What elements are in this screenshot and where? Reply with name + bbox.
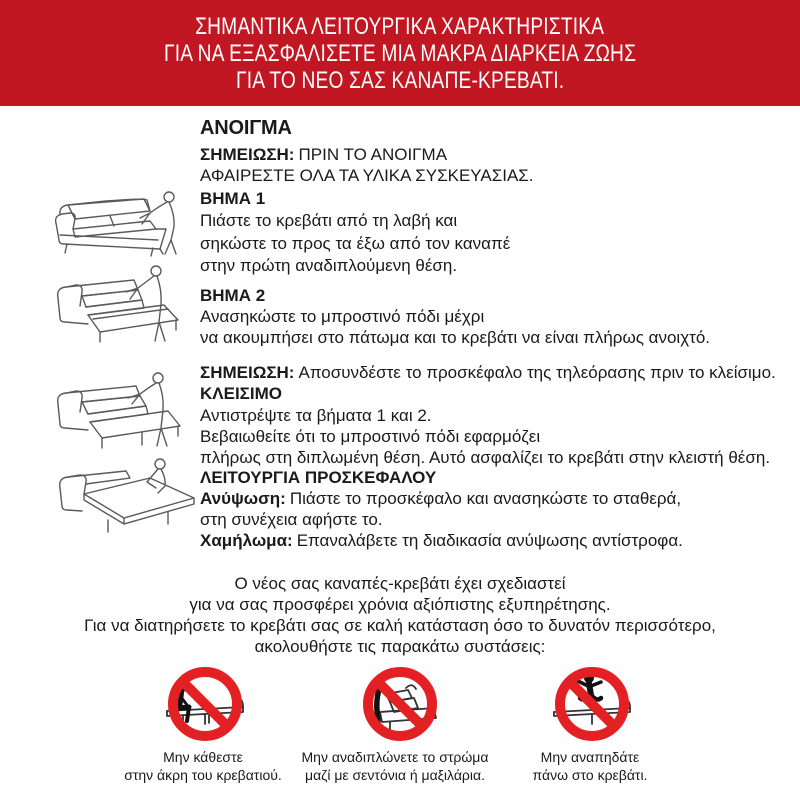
- banner-line-3: ΓΙΑ ΤΟ ΝΕΟ ΣΑΣ ΚΑΝΑΠΕ-ΚΡΕΒΑΤΙ.: [235, 66, 565, 94]
- warning-caption-2: [285, 748, 505, 784]
- step1-line-2: σηκώστε το προς τα έξω από τον καναπέ: [200, 234, 511, 253]
- opening-note-line-1: [200, 145, 447, 165]
- lower-label: Χαμήλωμα:: [200, 531, 293, 550]
- closing-illustration: [46, 370, 198, 452]
- headrest-raise-line-2: στη συνέχεια αφήστε το.: [200, 510, 383, 529]
- banner-line-2: ΓΙΑ ΝΑ ΕΞΑΣΦΑΛΙΣΕΤΕ ΜΙΑ ΜΑΚΡΑ ΔΙΑΡΚΕΙΑ ΖΩΗΣ: [163, 39, 637, 67]
- step2-illustration: [46, 262, 198, 348]
- no-folding-mattress-with-bedding-icon: [350, 664, 450, 748]
- lower-text: Επαναλάβετε τη διαδικασία ανύψωσης αντίστροφα.: [296, 531, 683, 550]
- warning-3-line-2: πάνω στο κρεβάτι.: [532, 767, 648, 783]
- opening-note-line-2: ΑΦΑΙΡΕΣΤΕ ΟΛΑ ΤΑ ΥΛΙΚΑ ΣΥΣΚΕΥΑΣΙΑΣ.: [200, 166, 534, 185]
- closing-line-3: πλήρως στη διπλωμένη θέση. Αυτό ασφαλίζει το κρεβάτι στην κλειστή θέση.: [200, 448, 771, 467]
- section-title-step2: ΒΗΜΑ 2: [200, 286, 266, 305]
- note-text: ΠΡΙΝ ΤΟ ΑΝΟΙΓΜΑ: [298, 145, 448, 164]
- closing-line-1: Αντιστρέψτε τα βήματα 1 και 2.: [200, 406, 432, 425]
- section-title-headrest: ΛΕΙΤΟΥΡΓΙΑ ΠΡΟΣΚΕΦΑΛΟΥ: [200, 468, 437, 487]
- headrest-lower-line: [200, 531, 683, 551]
- closing-note-line: [200, 363, 776, 383]
- section-title-opening: ΑΝΟΙΓΜΑ: [200, 117, 292, 139]
- warning-caption-1: [93, 748, 313, 784]
- warning-2-line-2: μαζί με σεντόνια ή μαξιλάρια.: [305, 767, 485, 783]
- note-text: Αποσυνδέστε το προσκέφαλο της τηλεόρασης πριν το κλείσιμο.: [298, 363, 776, 382]
- raise-text: Πιάστε το προσκέφαλο και ανασηκώστε το σταθερά,: [289, 489, 682, 508]
- step2-line-1: Ανασηκώστε το μπροστινό πόδι μέχρι: [200, 307, 485, 326]
- warning-1-line-1: Μην κάθεστε: [163, 749, 243, 765]
- section-title-step1: ΒΗΜΑ 1: [200, 189, 266, 208]
- step2-line-2: να ακουμπήσει στο πάτωμα και το κρεβάτι να είναι πλήρως ανοιχτό.: [200, 328, 711, 347]
- warning-3-line-1: Μην αναπηδάτε: [540, 749, 640, 765]
- headrest-raise-line-1: [200, 489, 681, 509]
- raise-label: Ανύψωση:: [200, 489, 286, 508]
- section-title-closing: ΚΛΕΙΣΙΜΟ: [200, 384, 282, 403]
- closing-line-2: Βεβαιωθείτε ότι το μπροστινό πόδι εφαρμόζει: [200, 427, 541, 446]
- outro-line-4: ακολουθήστε τις παρακάτω συστάσεις:: [254, 637, 546, 656]
- step1-line-3: στην πρώτη αναδιπλούμενη θέση.: [200, 256, 458, 275]
- note-label: ΣΗΜΕΙΩΣΗ:: [200, 145, 295, 164]
- warning-2-line-1: Μην αναδιπλώνετε το στρώμα: [301, 749, 489, 765]
- fully-open-illustration: [46, 454, 202, 544]
- outro-line-2: για να σας προσφέρει χρόνια αξιόπιστης εξυπηρέτησης.: [189, 595, 611, 614]
- no-jumping-on-bed-icon: [542, 664, 642, 748]
- no-sitting-on-bed-edge-icon: [155, 664, 255, 748]
- step1-line-1: Πιάστε το κρεβάτι από τη λαβή και: [200, 211, 458, 230]
- outro-line-3: Για να διατηρήσετε το κρεβάτι σας σε καλή κατάσταση όσο το δυνατόν περισσότερο,: [84, 616, 716, 635]
- banner-line-1: ΣΗΜΑΝΤΙΚΑ ΛΕΙΤΟΥΡΓΙΚΑ ΧΑΡΑΚΤΗΡΙΣΤΙΚΑ: [195, 12, 605, 40]
- outro-line-1: Ο νέος σας καναπές-κρεβάτι έχει σχεδιαστεί: [234, 574, 566, 593]
- note-label: ΣΗΜΕΙΩΣΗ:: [200, 363, 295, 382]
- warning-1-line-2: στην άκρη του κρεβατιού.: [124, 767, 282, 783]
- warning-caption-3: [480, 748, 700, 784]
- step1-illustration: [46, 188, 198, 260]
- header-banner: [0, 0, 800, 106]
